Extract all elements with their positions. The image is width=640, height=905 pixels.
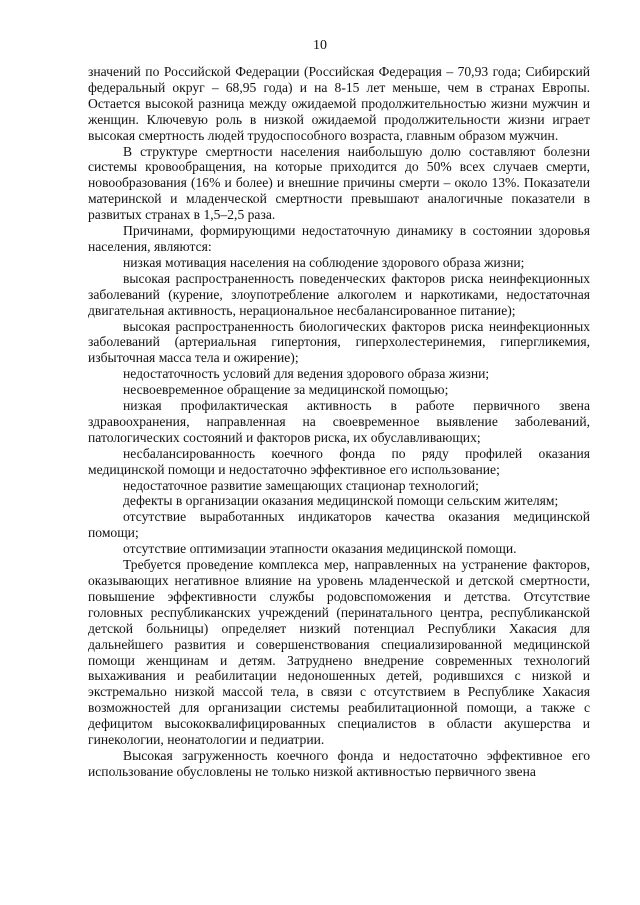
list-item: дефекты в организации оказания медицинской помощи сельским жителям;	[123, 493, 559, 509]
paragraph: Причинами, формирующими недостаточную динамику в состоянии здоровья населения, являются:	[88, 223, 590, 254]
paragraph: значений по Российской Федерации (Российская Федерация – 70,93 года; Сибирский федеральный округ – 68,95 года) и на 8-15 лет меньше, чем в странах Европы. Остается высокой разница между ожидаемой продолжительностью жизни мужчин и женщин. Ключевую роль в низкой ожидаемой продолжительности жизни играет высокая смертность людей трудоспособного возраста, главным образом мужчин.	[88, 64, 590, 143]
list-item: отсутствие выработанных индикаторов качества оказания медицинской помощи;	[88, 509, 590, 541]
list-item: отсутствие оптимизации этапности оказания медицинской помощи.	[123, 541, 517, 557]
list-item: несбалансированность коечного фонда по ряду профилей оказания медицинской помощи и недостаточно эффективное его использование;	[88, 445, 590, 477]
list-item: высокая распространенность биологических факторов риска неинфекционных заболеваний (артериальная гипертония, гиперхолестеринемия, гипергликемия, избыточная масса тела и ожирение);	[88, 318, 590, 366]
paragraph: В структуре смертности населения наибольшую долю составляют болезни системы кровообращения, на которые приходится до 50% всех случаев смерти, новообразования (16% и более) и внешние причины смерти – около 13%. Показатели материнской и младенческой смертности превышают аналогичные показатели в развитых странах в 1,5–2,5 раза.	[88, 143, 590, 223]
list-item: низкая мотивация населения на соблюдение здорового образа жизни;	[123, 254, 525, 270]
list-item: недостаточное развитие замещающих стационар технологий;	[123, 477, 479, 493]
list-item: недостаточность условий для ведения здорового образа жизни;	[123, 366, 490, 382]
scan-mark	[30, 870, 33, 880]
list-item: несвоевременное обращение за медицинской помощью;	[123, 382, 449, 398]
list-item: низкая профилактическая активность в работе первичного звена здравоохранения, направленная на своевременное выявление заболеваний, патологических состояний и факторов риска, их обуславливающих;	[88, 398, 590, 445]
paragraph: Высокая загруженность коечного фонда и недостаточно эффективное его использование обусловлены не только низкой активностью первичного звена	[88, 747, 590, 779]
paragraph: Требуется проведение комплекса мер, направленных на устранение факторов, оказывающих негативное влияние на уровень младенческой и детской смертности, повышение эффективности службы родовспоможения и детства. Отсутствие головных республиканских учреждений (перинатального центра, республиканской детской больницы) определяет низкий потенциал Республики Хакасия для дальнейшего развития и совершенствования специализированной медицинской помощи женщинам и детям. Затруднено внедрение современных технологий выхаживания и реабилитации недоношенных детей, родившихся с низкой и экстремально низкой массой тела, в связи с отсутствием в Республике Хакасия возможностей для организации системы реабилитационной помощи, а также с дефицитом высококвалифицированных специалистов в области акушерства и гинекологии, неонатологии и педиатрии.	[88, 557, 590, 748]
body-text	[88, 64, 590, 780]
page-number: 10	[313, 38, 327, 53]
list-item: высокая распространенность поведенческих факторов риска неинфекционных заболеваний (курение, злоупотребление алкоголем и наркотиками, недостаточная двигательная активность, нерациональное несбалансированное питание);	[88, 270, 590, 318]
